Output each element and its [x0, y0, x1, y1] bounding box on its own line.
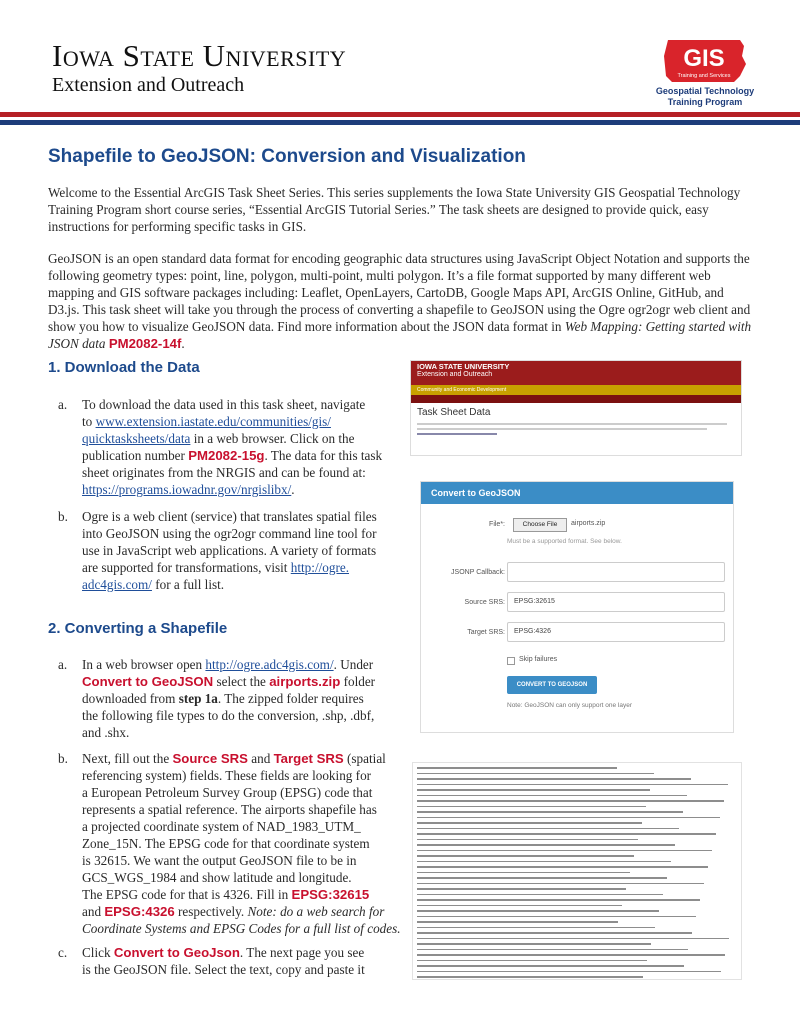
code-term: Source SRS	[172, 751, 248, 766]
text: folder	[340, 674, 376, 689]
item-label: a.	[58, 657, 68, 672]
gis-logo-text: GIS	[683, 45, 725, 72]
ogre-url-link[interactable]: http://ogre.adc4gis.com/	[205, 657, 334, 672]
code-line	[417, 872, 630, 874]
line	[82, 559, 412, 576]
text: in a web browser. Click on the	[190, 431, 355, 446]
thumb-line	[417, 433, 497, 435]
text: downloaded from	[82, 691, 179, 706]
isu-logo	[52, 40, 346, 97]
item-label: b.	[58, 509, 68, 524]
code-line	[417, 927, 655, 929]
code-line	[417, 833, 716, 835]
code-line	[417, 839, 638, 841]
code-line	[417, 921, 618, 923]
nrgis-link[interactable]: https://programs.iowadnr.gov/nrgislibx/	[82, 482, 292, 497]
skip-checkbox[interactable]	[507, 657, 515, 665]
section1-item-a	[48, 396, 408, 506]
code-line	[417, 795, 687, 797]
target-label: Target SRS:	[467, 629, 505, 636]
code-line	[417, 976, 643, 978]
text: (spatial	[343, 751, 386, 766]
code-term: airports.zip	[269, 674, 341, 689]
code-term: Convert to GeoJSON	[82, 674, 214, 689]
item-text	[82, 396, 412, 498]
code-line	[417, 894, 663, 896]
code-line	[417, 965, 684, 967]
thumb-brand-sub: Extension and Outreach	[417, 371, 493, 378]
text: and	[82, 904, 105, 919]
line: Zone_15N. The EPSG code for that coordinate system	[82, 836, 370, 851]
item-text	[82, 508, 412, 593]
code-line	[417, 855, 634, 857]
item-label: c.	[58, 945, 68, 960]
item-text	[82, 944, 418, 978]
file-name: airports.zip	[571, 520, 606, 527]
line: represents a spatial reference. The airports shapefile has	[82, 802, 377, 817]
line	[82, 750, 418, 767]
thumb-heading: Task Sheet Data	[417, 407, 491, 418]
code-line	[417, 784, 728, 786]
choose-file-button[interactable]: Choose File	[513, 518, 567, 532]
target-srs-input[interactable]: EPSG:4326	[507, 622, 725, 642]
step-ref: step 1a	[178, 691, 218, 706]
code-line	[417, 943, 651, 945]
thumb-brand-bar	[411, 361, 741, 385]
text: . The zipped folder requires	[217, 691, 364, 706]
code-line	[417, 949, 688, 951]
line	[82, 656, 412, 673]
line: To download the data used in this task sheet, navigate	[82, 397, 366, 412]
code-term: EPSG:32615	[291, 887, 370, 902]
line	[82, 690, 412, 707]
text: In a web browser open	[82, 657, 206, 672]
text: . The next page you see	[239, 945, 365, 960]
line	[82, 576, 412, 593]
line: Ogre is a web client (service) that translates spatial files	[82, 509, 377, 524]
page-title: Shapefile to GeoJSON: Conversion and Visualization	[48, 146, 526, 167]
line: is the GeoJSON file. Select the text, copy and paste it	[82, 962, 365, 977]
code-line	[417, 773, 654, 775]
intro-p2-code: PM2082-14f	[108, 336, 182, 351]
convert-form-screenshot	[420, 481, 734, 733]
intro-p2-main: GeoJSON is an open standard data format for encoding geographic data structures using JavaScript Object Notation and supports the following geometry types: point, line, polygon, multi-point, multi polygon. It’s a file format supported by many different web mapping and GIS software packages including: Leaflet, OpenLayers, CartoDB, Google Maps API, ArcGIS Online, GitHub, and D3.js. This task sheet will take you through the process of converting a shapefile to GeoJSON using the Ogre ogr2ogr web client and show you how to visualize GeoJSON data. Find more information about the JSON data format in	[48, 251, 751, 334]
line	[82, 903, 418, 920]
code-line	[417, 888, 626, 890]
intro-p2-italic: Web Mapping: Getting started with JSON data	[48, 319, 752, 351]
line: a European Petroleum Survey Group (EPSG) code that	[82, 785, 373, 800]
ogre-link-cont[interactable]: adc4gis.com/	[82, 577, 152, 592]
text: and	[247, 751, 274, 766]
form-header: Convert to GeoJSON	[421, 482, 733, 504]
thumb-brand: IOWA STATE UNIVERSITY	[417, 362, 510, 371]
line: into GeoJSON using the ogr2ogr command line tool for	[82, 526, 377, 541]
thumb-line	[417, 428, 707, 430]
code-line	[417, 828, 679, 830]
jsonp-label: JSONP Callback:	[451, 569, 505, 576]
text: select the	[213, 674, 270, 689]
line: referencing system) fields. These fields are looking for	[82, 768, 372, 783]
text: are supported for transformations, visit	[82, 560, 291, 575]
code-line	[417, 916, 696, 918]
intro-paragraph-2	[48, 250, 754, 352]
publication-code: PM2082-15g	[188, 448, 265, 463]
code-line	[417, 877, 667, 879]
code-line	[417, 861, 671, 863]
item-text	[82, 750, 418, 937]
text: . The data for this task	[264, 448, 383, 463]
line: the following file types to do the conversion, .shp, .dbf,	[82, 708, 375, 723]
line: and .shx.	[82, 725, 130, 740]
text: .	[291, 482, 295, 497]
code-line	[417, 954, 725, 956]
text: to	[82, 414, 96, 429]
code-line	[417, 971, 721, 973]
thumb-nav-bar	[411, 395, 741, 403]
code-line	[417, 899, 700, 901]
gis-caption	[640, 86, 770, 108]
section1-heading: 1. Download the Data	[48, 359, 200, 376]
file-label: File*:	[489, 521, 505, 528]
text: The EPSG code for that is 4326. Fill in	[82, 887, 292, 902]
code-line	[417, 932, 692, 934]
code-line	[417, 938, 729, 940]
line	[82, 673, 412, 690]
item-label: a.	[58, 397, 68, 412]
data-link-cont[interactable]: quicktasksheets/data	[82, 431, 191, 446]
code-line	[417, 778, 691, 780]
thumb-brand-sub2: Community and Economic Development	[411, 385, 741, 395]
university-name: Iowa State University	[52, 38, 347, 73]
section2-heading: 2. Converting a Shapefile	[48, 620, 228, 637]
line	[82, 447, 412, 464]
code-line	[417, 789, 650, 791]
code-line	[417, 960, 647, 962]
data-link[interactable]: www.extension.iastate.edu/communities/gis/	[95, 414, 331, 429]
code-term: Convert to GeoJson	[113, 945, 240, 960]
code-term: Target SRS	[273, 751, 344, 766]
code-line	[417, 817, 720, 819]
line: sheet originates from the NRGIS and can be found at:	[82, 465, 366, 480]
code-line	[417, 767, 617, 769]
line	[82, 413, 412, 430]
ogre-link[interactable]: http://ogre.	[290, 560, 350, 575]
code-line	[417, 822, 642, 824]
convert-button[interactable]: CONVERT TO GEOJSON	[507, 676, 597, 694]
code-line	[417, 806, 646, 808]
line	[82, 481, 412, 498]
code-line	[417, 811, 683, 813]
line	[82, 920, 418, 937]
item-label: b.	[58, 751, 68, 766]
form-note: Note: GeoJSON can only support one layer	[507, 702, 633, 709]
line: a projected coordinate system of NAD_1983_UTM_	[82, 819, 361, 834]
code-term: EPSG:4326	[104, 904, 175, 919]
note-italic: Note: do a web search for	[247, 904, 385, 919]
line	[82, 886, 418, 903]
gis-caption-line1: Geospatial Technology	[655, 86, 755, 96]
intro-p2-end: .	[181, 336, 185, 351]
text: Next, fill out the	[82, 751, 173, 766]
code-line	[417, 905, 622, 907]
source-label: Source SRS:	[464, 599, 505, 606]
code-line	[417, 883, 704, 885]
skip-label: Skip failures	[519, 656, 558, 663]
line	[82, 944, 418, 961]
gis-caption-line2: Training Program	[667, 97, 743, 107]
code-line	[417, 800, 724, 802]
thumb-line	[417, 423, 727, 425]
item-text	[82, 656, 412, 741]
text: Click	[82, 945, 114, 960]
code-line	[417, 910, 659, 912]
code-line	[417, 866, 708, 868]
line: is 32615. We want the output GeoJSON file to be in	[82, 853, 357, 868]
line	[82, 430, 412, 447]
header-stripe-blue	[0, 120, 800, 125]
line: GCS_WGS_1984 and show latitude and longitude.	[82, 870, 352, 885]
code-line	[417, 844, 675, 846]
source-srs-input[interactable]: EPSG:32615	[507, 592, 725, 612]
code-line	[417, 850, 712, 852]
section1-item-b	[48, 508, 408, 598]
university-subtitle: Extension and Outreach	[52, 74, 245, 96]
text: for a full list.	[151, 577, 225, 592]
gis-logo-small: Training and Services	[677, 73, 731, 79]
geojson-output-screenshot	[412, 762, 742, 980]
text: publication number	[82, 448, 189, 463]
line: use in JavaScript web applications. A variety of formats	[82, 543, 377, 558]
section2-item-a	[48, 656, 408, 746]
jsonp-input[interactable]	[507, 562, 725, 582]
intro-paragraph-1: Welcome to the Essential ArcGIS Task Sheet Series. This series supplements the Iowa State University GIS Geospatial Technology Training Program short course series, “Essential ArcGIS Tutorial Series.” The task sheets are designed to provide quick, easy instructions for performing specific tasks in GIS.	[48, 185, 741, 234]
section2-item-b	[48, 750, 408, 940]
text: respectively.	[174, 904, 248, 919]
text: . Under	[333, 657, 374, 672]
section2-item-c	[48, 944, 408, 984]
file-hint: Must be a supported format. See below.	[507, 538, 622, 545]
note-italic: Coordinate Systems and EPSG Codes for a full list of codes.	[82, 921, 401, 936]
task-sheet-data-screenshot	[410, 360, 742, 456]
